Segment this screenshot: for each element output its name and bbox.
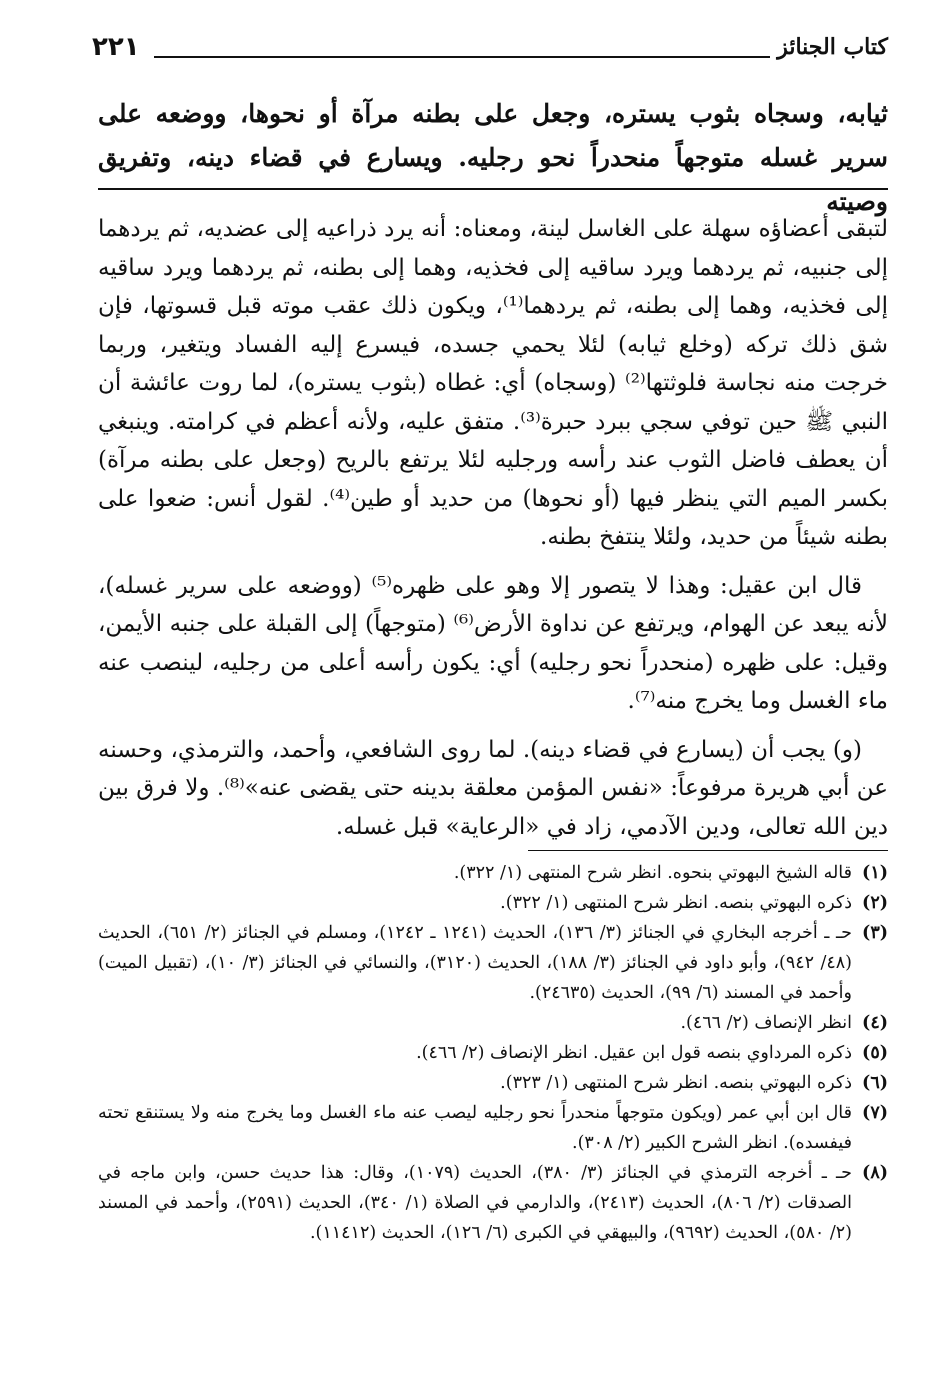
footnote-number: (٣)	[862, 923, 888, 943]
commentary-paragraph: لتبقى أعضاؤه سهلة على الغاسل لينة، ومعناه: أنه يرد ذراعيه إلى عضديه، ثم يردهما إلى جنبيه، ثم يردهما ويرد ساقيه إلى فخذيه، وهما إلى بطنه، ثم يردهما ويرد ساقيه إلى فخذيه، وهما إلى بطنه، ثم يردهما⁽¹⁾، ويكون ذلك عقب موته قبل قسوتها، فإن شق ذلك تركه (وخلع ثيابه) لئلا يحمي جسده، فيسرع إليه الفساد ويتغير، وربما خرجت منه نجاسة فلوثتها⁽²⁾ (وسجاه) أي: غطاه (بثوب يستره)، لما روت عائشة أن النبي ﷺ حين توفي سجي ببرد حبرة⁽³⁾. متفق عليه، ولأنه أعظم في كرامته. وينبغي أن يعطف فاضل الثوب عند رأسه ورجليه لئلا يرتفع بالريح (وجعل على بطنه مرآة) بكسر الميم التي ينظر فيها (أو نحوها) من حديد أو طين⁽⁴⁾. لقول أنس: ضعوا على بطنه شيئاً من حديد، ولئلا ينتفخ بطنه.	[98, 216, 889, 550]
footnote-number: (١)	[862, 863, 888, 883]
footnote	[98, 1038, 888, 1068]
footnote-number: (٢)	[862, 893, 888, 913]
footnote	[98, 1098, 888, 1158]
footnote	[98, 1068, 888, 1098]
footnote-text: قاله الشيخ البهوتي بنحوه. انظر شرح المنتهى (١/ ٣٢٢).	[453, 863, 852, 883]
footnote	[98, 918, 888, 1008]
header-rule	[154, 56, 770, 58]
matn-text: ثيابه، وسجاه بثوب يستره، وجعل على بطنه مرآة أو نحوها، ووضعه على سرير غسله متوجهاً منحدراً نحو رجليه. ويسارع في قضاء دينه، وتفريق وصيته	[98, 99, 888, 216]
footnote-text: ذكره المرداوي بنصه قول ابن عقيل. انظر الإنصاف (٢/ ٤٦٦).	[416, 1043, 852, 1063]
footnote-number: (٤)	[862, 1013, 888, 1033]
footnote-text: ذكره البهوتي بنصه. انظر شرح المنتهى (١/ ٣٢٢).	[500, 893, 852, 913]
footnote	[98, 888, 888, 918]
footnote	[98, 1158, 888, 1248]
footnote-text: قال ابن أبي عمر (ويكون متوجهاً منحدراً نحو رجليه ليصب عنه ماء الغسل وما يخرج منه ولا يستنقع تحته فيفسده). انظر الشرح الكبير (٢/ ٣٠٨).	[98, 1103, 852, 1153]
page-header	[92, 30, 888, 70]
footnote-number: (٧)	[862, 1103, 888, 1123]
page-number: ٢٢١	[92, 32, 140, 62]
footnote-text: حـ ـ أخرجه البخاري في الجنائز (٣/ ١٣٦)، الحديث (١٢٤١ ـ ١٢٤٢)، ومسلم في الجنائز (٢/ ٦٥١)، الحديث (٤٨/ ٩٤٢)، وأبو داود في الجنائز (٣/ ١٨٨)، الحديث (٣١٢٠)، والنسائي في الجنائز (٣/ ١٠)، (تقبيل الميت) وأحمد في المسند (٦/ ٩٩)، الحديث (٢٤٦٣٥).	[98, 923, 852, 1003]
footnote-number: (٦)	[862, 1073, 888, 1093]
footnote-number: (٨)	[862, 1163, 888, 1183]
commentary-paragraph: (و) يجب أن (يسارع في قضاء دينه). لما روى الشافعي، وأحمد، والترمذي، وحسنه عن أبي هريرة مرفوعاً: «نفس المؤمن معلقة بدينه حتى يقضى عنه»⁽⁸⁾. ولا فرق بين دين الله تعالى، ودين الآدمي، زاد في «الرعاية» قبل غسله.	[98, 736, 889, 840]
footnote-text: انظر الإنصاف (٢/ ٤٦٦).	[680, 1013, 852, 1033]
footnote-text: حـ ـ أخرجه الترمذي في الجنائز (٣/ ٣٨٠)، الحديث (١٠٧٩)، وقال: هذا حديث حسن، وابن ماجه في الصدقات (٢/ ٨٠٦)، الحديث (٢٤١٣)، والدارمي في الصلاة (١/ ٣٤٠)، الحديث (٢٥٩١)، وأحمد في المسند (٢/ ٥٨٠)، الحديث (٩٦٩٢)، والبيهقي في الكبرى (٦/ ١٢٦)، الحديث (١١٤١٢).	[98, 1163, 852, 1243]
matn-divider	[98, 188, 888, 190]
footnote-text: ذكره البهوتي بنصه. انظر شرح المنتهى (١/ ٣٢٣).	[500, 1073, 852, 1093]
commentary-paragraph: قال ابن عقيل: وهذا لا يتصور إلا وهو على ظهره⁽⁵⁾ (ووضعه على سرير غسله)، لأنه يبعد عن الهوام، ويرتفع عن نداوة الأرض⁽⁶⁾ (متوجهاً) إلى القبلة على جنبه الأيمن، وقيل: على ظهره (منحدراً نحو رجليه) أي: يكون رأسه أعلى من رجليه، لينصب عنه ماء الغسل وما يخرج منه⁽⁷⁾.	[98, 572, 888, 714]
footnote-divider	[528, 850, 888, 851]
chapter-title: كتاب الجنائز	[777, 34, 888, 60]
commentary-text	[98, 210, 888, 846]
footnote-number: (٥)	[862, 1043, 888, 1063]
footnote	[98, 858, 888, 888]
footnote	[98, 1008, 888, 1038]
footnotes	[98, 858, 888, 1248]
